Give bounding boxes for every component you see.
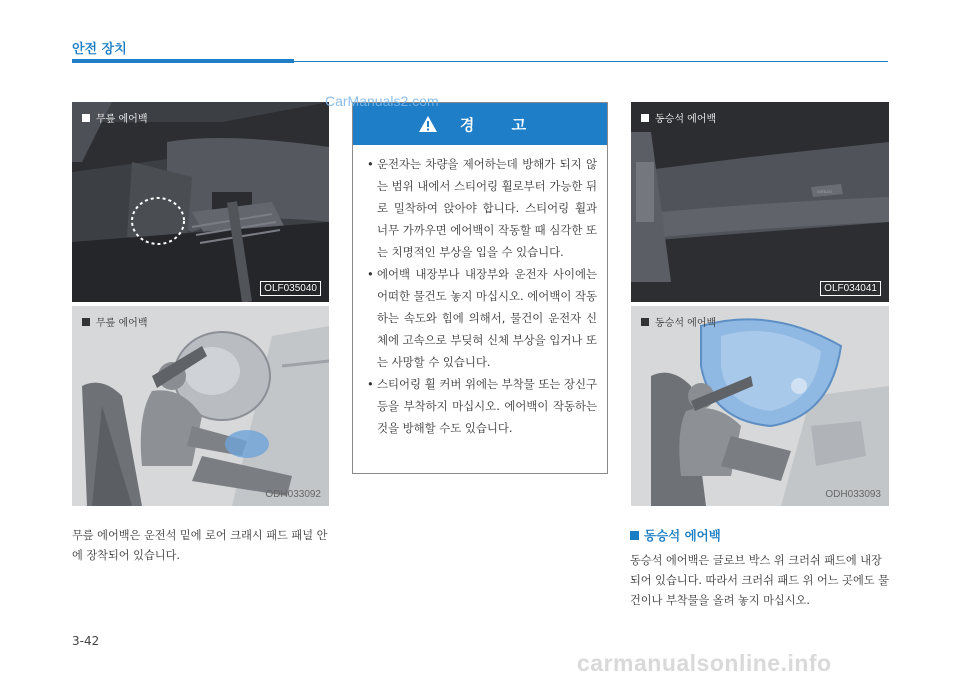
section-title: 안전 장치: [72, 42, 127, 57]
passenger-photo-label: [641, 110, 716, 125]
watermark-bottom: carmanualsonline.info: [577, 650, 832, 676]
knee-airbag-caption: 무릎 에어백은 운전석 밑에 로어 크래시 패드 패널 안에 장착되어 있습니다.: [72, 529, 328, 562]
knee-airbag-photo: [72, 102, 329, 302]
label-marker-icon: [82, 114, 90, 122]
warning-item: • 에어백 내장부나 내장부와 운전자 사이에는 어떠한 물건도 놓지 마십시오. 에어백이 작동하는 속도와 힘에 의해서, 물건이 운전자 신체에 고속으로 부딪혀 신체 부상을 입거나 또는 사망할 수 있습니다.: [367, 263, 597, 373]
watermark-top: CarManuals2.com: [325, 93, 439, 109]
label-marker-icon: [641, 318, 649, 326]
warning-box: [352, 102, 608, 474]
passenger-section-heading-text: 동승석 에어백: [644, 528, 721, 543]
label-marker-icon: [641, 114, 649, 122]
knee-photo-code: OLF035040: [260, 281, 321, 296]
warning-title: 경 고: [459, 115, 543, 134]
header-rule-accent: [72, 59, 294, 63]
svg-text:AIRBAG: AIRBAG: [817, 189, 833, 194]
knee-photo-label-text: 무릎 에어백: [96, 114, 148, 125]
passenger-photo-code: OLF034041: [820, 281, 881, 296]
passenger-airbag-illustration: [631, 306, 889, 506]
label-marker-icon: [82, 318, 90, 326]
header-rule: [294, 61, 888, 62]
knee-airbag-illustration: [72, 306, 329, 506]
knee-illustration-code: ODH033092: [265, 489, 321, 500]
heading-marker-icon: [630, 531, 639, 540]
passenger-illustration-label: [641, 314, 716, 329]
passenger-airbag-photo-image: [631, 102, 889, 302]
passenger-section-body: 동승석 에어백은 글로브 박스 위 크러쉬 패드에 내장되어 있습니다. 따라서 크러쉬 패드 위 어느 곳에도 물건이나 부착물을 올려 놓지 마십시오.: [630, 554, 889, 607]
knee-illustration-label: [82, 314, 147, 329]
knee-photo-label: [82, 110, 147, 125]
knee-airbag-illustration-image: [72, 306, 329, 506]
passenger-illustration-code: ODH033093: [825, 489, 881, 500]
knee-airbag-photo-image: [72, 102, 329, 302]
passenger-photo-label-text: 동승석 에어백: [655, 114, 717, 125]
warning-header: [353, 103, 607, 145]
knee-illustration-label-text: 무릎 에어백: [96, 318, 148, 329]
warning-item: • 스티어링 휠 커버 위에는 부착물 또는 장신구 등을 부착하지 마십시오. 에어백이 작동하는 것을 방해할 수도 있습니다.: [367, 373, 597, 439]
page-number: 3-42: [72, 634, 100, 648]
passenger-airbag-illustration-image: [631, 306, 889, 506]
warning-list: [353, 145, 607, 439]
passenger-section-heading: [630, 526, 721, 544]
passenger-airbag-photo: [631, 102, 889, 302]
warning-item: • 운전자는 차량을 제어하는데 방해가 되지 않는 범위 내에서 스티어링 휠로부터 가능한 뒤로 밀착하여 앉아야 합니다. 스티어링 휠과 너무 가까우면 에어백이 작동할 때 심각한 또는 치명적인 부상을 입을 수 있습니다.: [367, 153, 597, 263]
warning-triangle-icon: [418, 115, 438, 133]
passenger-illustration-label-text: 동승석 에어백: [655, 318, 717, 329]
